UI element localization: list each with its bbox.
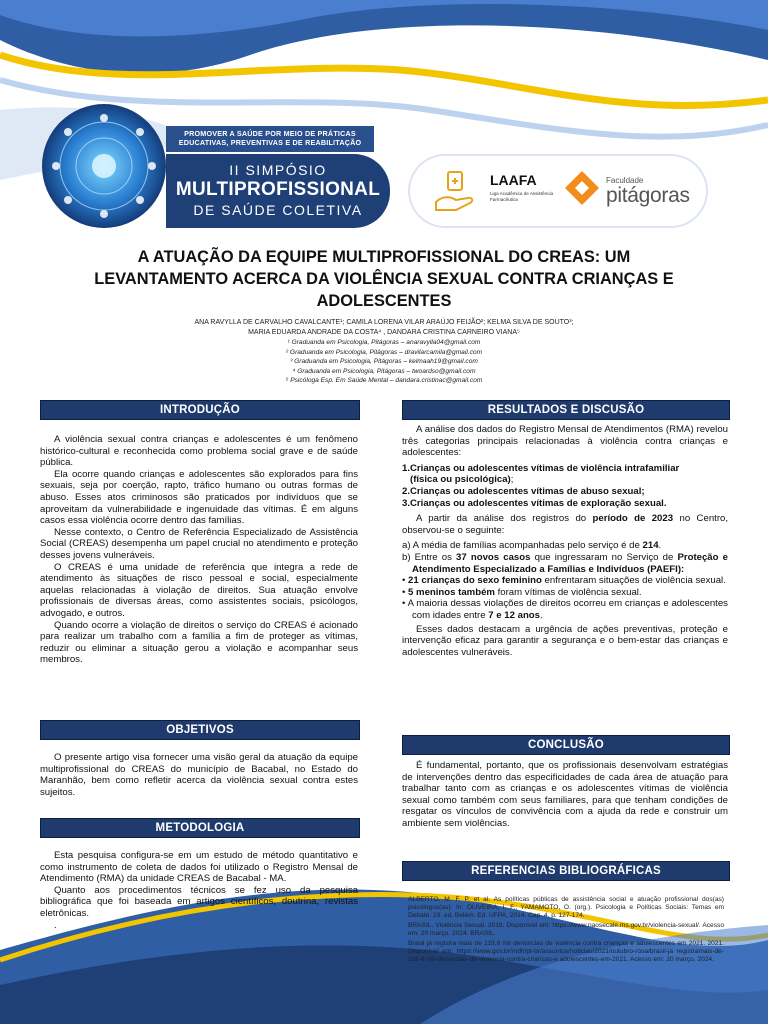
category-3 <box>402 498 728 510</box>
conclusao-heading: CONCLUSÃO <box>402 735 730 755</box>
finding-b-service: Proteção e Atendimento Especializado a Famílias e Indivíduos (PAEFI): <box>412 551 728 575</box>
partner-logos <box>410 156 706 226</box>
bullet-2-text: foram vítimas de violência sexual. <box>494 586 642 598</box>
finding-a-text: a) A média de famílias acompanhadas pelo serviço é de <box>402 540 643 552</box>
resultados-body <box>402 424 728 658</box>
finding-a: a) A média de famílias acompanhadas pelo serviço é de 214. <box>402 540 662 552</box>
finding-b-pre: b) Entre os <box>402 551 457 563</box>
objetivos-heading: OBJETIVOS <box>40 720 360 740</box>
resultados-closing: Esses dados destacam a urgência de ações preventivas, proteção e intervenção eficaz para garantir a segurança e o bem-estar das crianças e adolescentes vulneráveis. <box>402 623 728 658</box>
referencias-body <box>408 896 724 966</box>
analysis-post: no Centro, observou-se o seguinte: <box>402 513 729 536</box>
metodologia-heading: METODOLOGIA <box>40 818 360 838</box>
title-line2: LEVANTAMENTO ACERCA DA VIOLÊNCIA SEXUAL CONTRA CRIANÇAS E <box>94 270 674 288</box>
authors-line2: MARIA EDUARDA ANDRADE DA COSTA⁴ , DANDARA CRISTINA CARNEIRO VIANA⁵ <box>248 328 520 336</box>
findings-list <box>402 575 728 621</box>
laafa-title: LAAFA <box>490 172 537 188</box>
category-1-cont: (física ou psicológica); <box>410 474 514 486</box>
laafa-subtitle: Liga Acadêmica de Assistência Farmacêutica <box>490 191 554 202</box>
category-1 <box>402 463 728 475</box>
title-line3: ADOLESCENTES <box>316 292 452 310</box>
symposium-line1: II SIMPÓSIO <box>229 162 327 178</box>
affiliation-1: ¹ Graduanda em Psicologia, Pitágoras – anaravylla04@gmail.com <box>287 339 481 346</box>
finding-a-value: 214 <box>642 540 659 552</box>
list-item: • 21 crianças do sexo feminino enfrentaram situações de violência sexual. <box>402 575 726 587</box>
bullet-2-bold: 5 meninos também <box>408 586 495 598</box>
resultados-analysis <box>402 513 728 536</box>
affiliations <box>60 338 708 386</box>
analysis-period: período de 2023 <box>592 513 674 525</box>
resultados-paragraph: A análise dos dados do Registro Mensal de Atendimentos (RMA) revelou três categorias principais relacionadas à violência contra crianças e adolescentes: <box>402 424 728 459</box>
affiliation-5: ⁵ Psicóloga Esp. Em Saúde Mental – dandara.cristinac@gmail.com <box>285 377 483 384</box>
title-line1: A ATUAÇÃO DA EQUIPE MULTIPROFISSIONAL DO CREAS: UM <box>137 248 631 266</box>
category-1-text: 1.Crianças ou adolescentes vítimas de violência intrafamiliar <box>402 462 680 474</box>
authors <box>60 318 708 337</box>
bullet-3-text: A maioria dessas violações de direitos ocorreu em crianças e adolescentes com idades entre <box>407 598 728 621</box>
analysis-pre: A partir da análise dos registros do <box>416 513 593 525</box>
intro-paragraph: Ela ocorre quando crianças e adolescentes são explorados para fins sexuais, seja por coerção, rapto, tráfico humano ou outras formas de abuso. Esses atos criminosos são praticados por indivíduos que se aproveitam da vulnerabilidade e ingenuidade das vítimas. É em alguns casos essa violência ocorre dentro das famílias. <box>40 468 358 527</box>
category-1-detail: (física ou psicológica) <box>410 474 511 486</box>
authors-line1: ANA RAVYLLA DE CARVALHO CAVALCANTE¹; CAMILA LORENA VILAR ARAÚJO FEIJÃO²; KELMA SILVA DE SOUTO³; <box>194 319 574 326</box>
symposium-line3: DE SAÚDE COLETIVA <box>193 202 363 218</box>
resultados-heading: RESULTADOS E DISCUSÃO <box>402 400 730 420</box>
reference-item: Brasil já registra mais de 119,8 mil denúncias de violência contra crianças e adolescentes em 2021. 2021. Disponível em: https://www.gov.br/mdh/pt-br/assuntos/noticias/2021/outubro-rosa/brasil-ja registramais-de-119-8-mil-denuncias-de-violencia-contra-criancas-e adolescentes-em-2021. Acesso em: 20 março. 2024. <box>408 940 724 963</box>
category-3-text: 3.Crianças ou adolescentes vítimas de exploração sexual. <box>402 497 667 509</box>
affiliation-2: ² Graduanda em Psicologia, Pitágoras – dravilarcamila@gmail.com <box>285 348 483 356</box>
conclusao-body <box>402 760 728 830</box>
category-2-text: 2.Crianças ou adolescentes vítimas de abuso sexual; <box>402 485 645 497</box>
metodologia-body <box>40 850 358 931</box>
intro-paragraph: A violência sexual contra crianças e adolescentes é um fenômeno histórico-cultural e reconhecida como problema social grave e de saúde pública. <box>40 434 358 469</box>
symposium-title-block <box>166 154 390 228</box>
promo-banner <box>166 126 374 152</box>
bullet-1-bold: 21 crianças do sexo feminino <box>408 575 542 587</box>
metodologia-paragraph: . <box>54 919 57 931</box>
referencias-heading: REFERENCIAS BIBLIOGRÁFICAS <box>402 861 730 881</box>
metodologia-paragraph: Esta pesquisa configura-se em um estudo de método quantitativo e como instrumento de coleta de dados foi utilizado o Registro Mensal de Atendimento (RMA) da unidade CREAS de Bacabal - MA. <box>40 850 358 885</box>
intro-paragraph: Nesse contexto, o Centro de Referência Especializado de Assistência Social (CREAS) desempenha um papel crucial no atendimento e proteção desses jovens vulneráveis. <box>40 526 358 561</box>
promo-line1: PROMOVER A SAÚDE POR MEIO DE PRÁTICAS <box>184 129 356 138</box>
conclusao-paragraph: É fundamental, portanto, que os profissionais desenvolvam estratégias de intervenções dentro das especificidades de cada área de atuação para trabalhar tanto com as crianças e os adolescentes vítimas de violência sexual como também com seus familiares, para que tenham condições de resgatar os vínculos de convivência com a ajuda da rede e construir um ambiente sem violências. <box>402 760 728 829</box>
finding-b-value: 37 novos casos <box>456 551 531 563</box>
objetivos-body <box>40 752 358 798</box>
poster-title <box>40 246 728 312</box>
intro-heading: INTRODUÇÃO <box>40 400 360 420</box>
promo-line2: EDUCATIVAS, PREVENTIVAS E DE REABILITAÇÃO <box>178 138 362 147</box>
objetivos-paragraph: O presente artigo visa fornecer uma visão geral da atuação da equipe multiprofissional do CREAS do município de Bacabal, no Estado do Maranhão, bem como refletir acerca da violência sexual contra estes sujeitos. <box>40 752 358 798</box>
reference-item: BRASIL. Violência Sexual. 2018. Disponível em: https://www.naosecale.ms.gov.br/violencia-sexual/. Acesso em: 20 março. 2024. BRASIL. <box>408 922 724 937</box>
list-item: • 5 meninos também foram vítimas de violência sexual. <box>402 586 642 598</box>
bullet-3-bold: 7 e 12 anos <box>488 609 540 621</box>
pitagoras-label-name: pitágoras <box>606 184 690 207</box>
intro-paragraph: Quando ocorre a violação de direitos o serviço do CREAS é acionado para realizar um trabalho com a família a fim de proteger as vítimas, reduzir ou eliminar a situação gerou a violação e acompanhar seus membros. <box>40 619 358 666</box>
pitagoras-label-faculdade: Faculdade <box>606 176 644 185</box>
finding-b-mid: que ingressaram no Serviço de <box>530 551 678 563</box>
reference-item: ALBERTO, M. F. P. et al. As políticas públicas de assistência social e atuação profissional dos(as) psicólogos(as). In: OLIVEIRA, I. F.; YAMAMOTO, O. (org.). Psicologia e Políticas Sociais: Temas em Debate. 23. ed. Belém: Ed. UFPA, 2014. Cap. 4, p. 127-174. <box>408 896 724 919</box>
metodologia-paragraph: Quanto aos procedimentos técnicos se fez uso da pesquisa bibliográfica que foi baseada em artigos científicos, doutrina, revistas eletrônicas. <box>40 884 358 919</box>
affiliation-3: ³ Graduanda em Psicologia, Pitágoras – kelmaah19@gmail.com <box>290 358 478 365</box>
symposium-line2: MULTIPROFISSIONAL <box>175 179 381 200</box>
bullet-1-text: enfrentaram situações de violência sexual. <box>541 575 726 587</box>
pitagoras-logo-icon <box>563 169 601 207</box>
list-item: • A maioria dessas violações de direitos ocorreu em crianças e adolescentes com idades entre 7 e 12 anos. <box>402 598 728 621</box>
finding-b <box>402 552 728 575</box>
intro-body <box>40 434 358 666</box>
laafa-hand-icon <box>432 168 478 214</box>
network-globe-graphic <box>40 102 168 230</box>
affiliation-4: ⁴ Graduanda em Psicologia, Pitágoras – twoardso@gmail.com <box>292 367 476 375</box>
category-2 <box>402 486 728 498</box>
intro-paragraph: O CREAS é uma unidade de referência que integra a rede de atendimento às situações de risco pessoal e social, especialmente aquelas relacionadas à violação de direitos. Sua atuação envolve profissionais de diversas áreas, como assistentes sociais, psicólogos, advogado, e outros. <box>40 561 358 619</box>
